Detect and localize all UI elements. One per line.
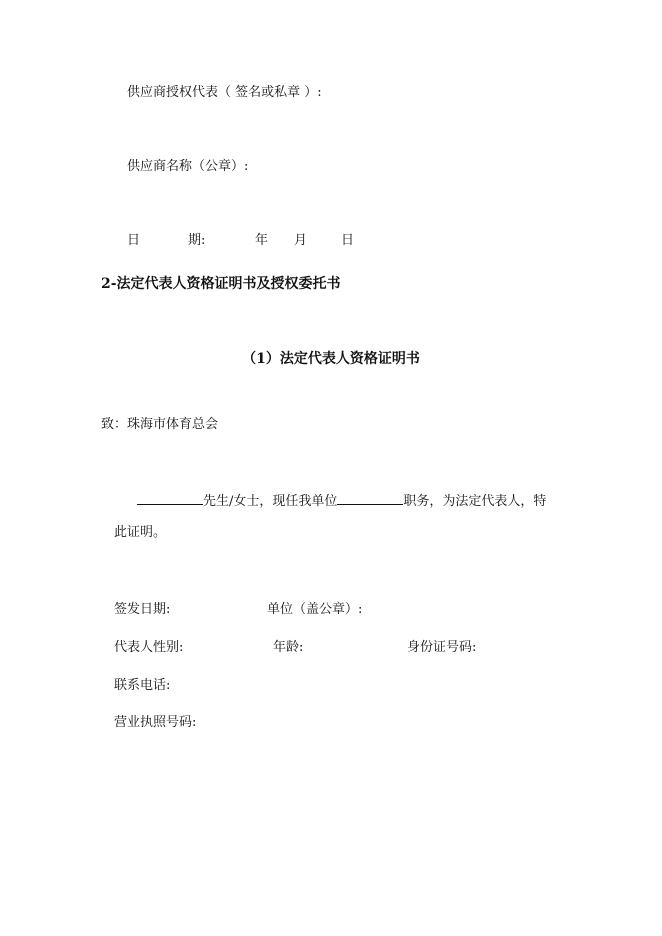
issue-date-label: 签发日期: — [114, 602, 171, 617]
id-number-label: 身份证号码: — [407, 640, 477, 655]
authorized-rep-label: 供应商授权代表（ 签名或私章 ）: — [127, 85, 322, 100]
name-blank — [137, 490, 203, 505]
supplier-name-label: 供应商名称（公章）: — [127, 159, 249, 174]
body-paragraph-line1 — [137, 490, 546, 511]
body-paragraph-line2: 此证明。 — [114, 525, 167, 540]
subsection-title: （1）法定代表人资格证明书 — [242, 351, 420, 367]
age-label: 年龄: — [273, 640, 304, 655]
position-blank — [337, 490, 403, 505]
body-part2: 职务，为法定代表人，特 — [403, 494, 547, 509]
date-label-rest: 期: — [188, 233, 206, 248]
date-day-label: 日 — [341, 233, 355, 248]
addressee: 致：珠海市体育总会 — [101, 417, 219, 432]
rep-gender-label: 代表人性别: — [114, 640, 184, 655]
date-year-label: 年 — [255, 233, 269, 248]
unit-seal-label: 单位（盖公章）: — [267, 602, 363, 617]
phone-label: 联系电话: — [114, 678, 171, 693]
section-title: 2-法定代表人资格证明书及授权委托书 — [101, 276, 341, 292]
date-month-label: 月 — [294, 233, 308, 248]
date-label-first-char: 日 — [127, 233, 141, 248]
body-part1: 先生/女士，现任我单位 — [203, 494, 338, 509]
license-number-label: 营业执照号码: — [114, 715, 197, 730]
